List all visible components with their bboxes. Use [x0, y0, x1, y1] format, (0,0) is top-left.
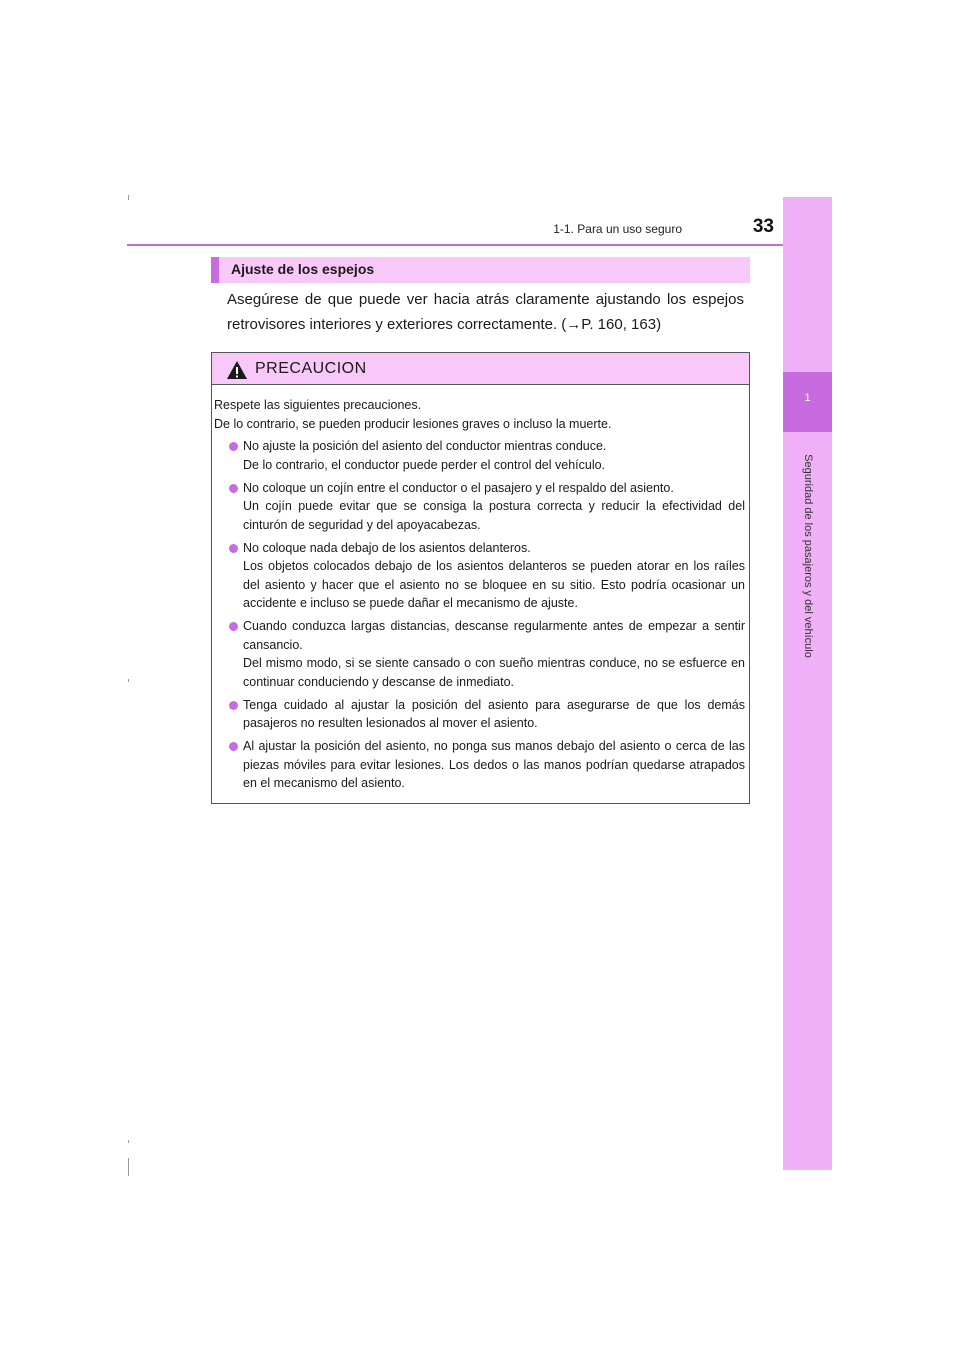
caution-item: [214, 696, 745, 733]
chapter-side-tab: [783, 197, 832, 1170]
caution-item-line: De lo contrario, el conductor puede perder el control del vehículo.: [243, 457, 606, 472]
bullet-dot-icon: [229, 484, 238, 493]
caution-item: [214, 437, 745, 474]
caution-intro-line: De lo contrario, se pueden producir lesiones graves o incluso la muerte.: [214, 416, 612, 431]
section-heading: [211, 257, 750, 283]
page-number: 33: [752, 216, 774, 237]
caution-item-line: Tenga cuidado al ajustar la posición del asiento para asegurarse de que los demás pasajeros no resulten lesionados al mover el asiento.: [243, 697, 745, 731]
caution-item: [214, 539, 745, 613]
bullet-dot-icon: [229, 544, 238, 553]
bullet-dot-icon: [229, 742, 238, 751]
section-heading-title: Ajuste de los espejos: [231, 261, 375, 277]
caution-intro-line: Respete las siguientes precauciones.: [214, 398, 422, 412]
caution-item: [214, 737, 745, 793]
section-paragraph: Asegúrese de que puede ver hacia atrás claramente ajustando los espejos retrovisores interiores y exteriores correctamente. (→P. 160, 163): [227, 291, 744, 333]
caution-intro: [214, 396, 745, 433]
caution-item-line: No ajuste la posición del asiento del conductor mientras conduce.: [243, 439, 607, 454]
caution-item: [214, 617, 745, 691]
caution-item-line: No coloque nada debajo de los asientos delanteros.: [243, 540, 531, 555]
bullet-dot-icon: [229, 442, 238, 451]
caution-item-line: Al ajustar la posición del asiento, no ponga sus manos debajo del asiento o cerca de las piezas móviles para evitar lesiones. Los dedos o las manos podrían quedarse atrapados en el mecanismo del asiento.: [243, 739, 745, 791]
chapter-label: Seguridad de los pasajeros y del vehículo: [802, 454, 814, 658]
caution-title: PRECAUCION: [255, 360, 367, 377]
crop-mark-left-mid: [128, 679, 129, 682]
crop-mark-bottom-left-long: [128, 1158, 129, 1176]
caution-box: [211, 352, 750, 804]
crop-mark-bottom-left: [128, 1140, 129, 1143]
caution-body: [214, 396, 745, 797]
header-rule: [127, 244, 832, 246]
caution-item-line: Cuando conduzca largas distancias, descanse regularmente antes de empezar a sentir cansancio.: [243, 619, 745, 652]
caution-item-line: Un cojín puede evitar que se consiga la postura correcta y reducir la efectividad del cinturón de seguridad y del apoyacabezas.: [243, 499, 745, 532]
caution-item-line: No coloque un cojín entre el conductor o el pasajero y el respaldo del asiento.: [243, 480, 674, 495]
warning-triangle-icon: [226, 360, 248, 380]
caution-header: [212, 353, 749, 385]
caution-item-line: Los objetos colocados debajo de los asientos delanteros se pueden atorar en los raíles del asiento y hacer que el asiento no se bloquee en su sitio. Esto podría ocasionar un accidente e incluso se puede dañar el mecanismo de ajuste.: [243, 559, 745, 611]
bullet-dot-icon: [229, 622, 238, 631]
bullet-dot-icon: [229, 701, 238, 710]
caution-item-line: Del mismo modo, si se siente cansado o con sueño mientras conduce, no se esfuerce en continuar conduciendo y descanse de inmediato.: [243, 656, 745, 689]
crop-mark-top-left: [128, 195, 129, 200]
chapter-number: 1: [804, 392, 811, 404]
header-section-title: 1-1. Para un uso seguro: [553, 222, 682, 236]
caution-item: [214, 479, 745, 535]
